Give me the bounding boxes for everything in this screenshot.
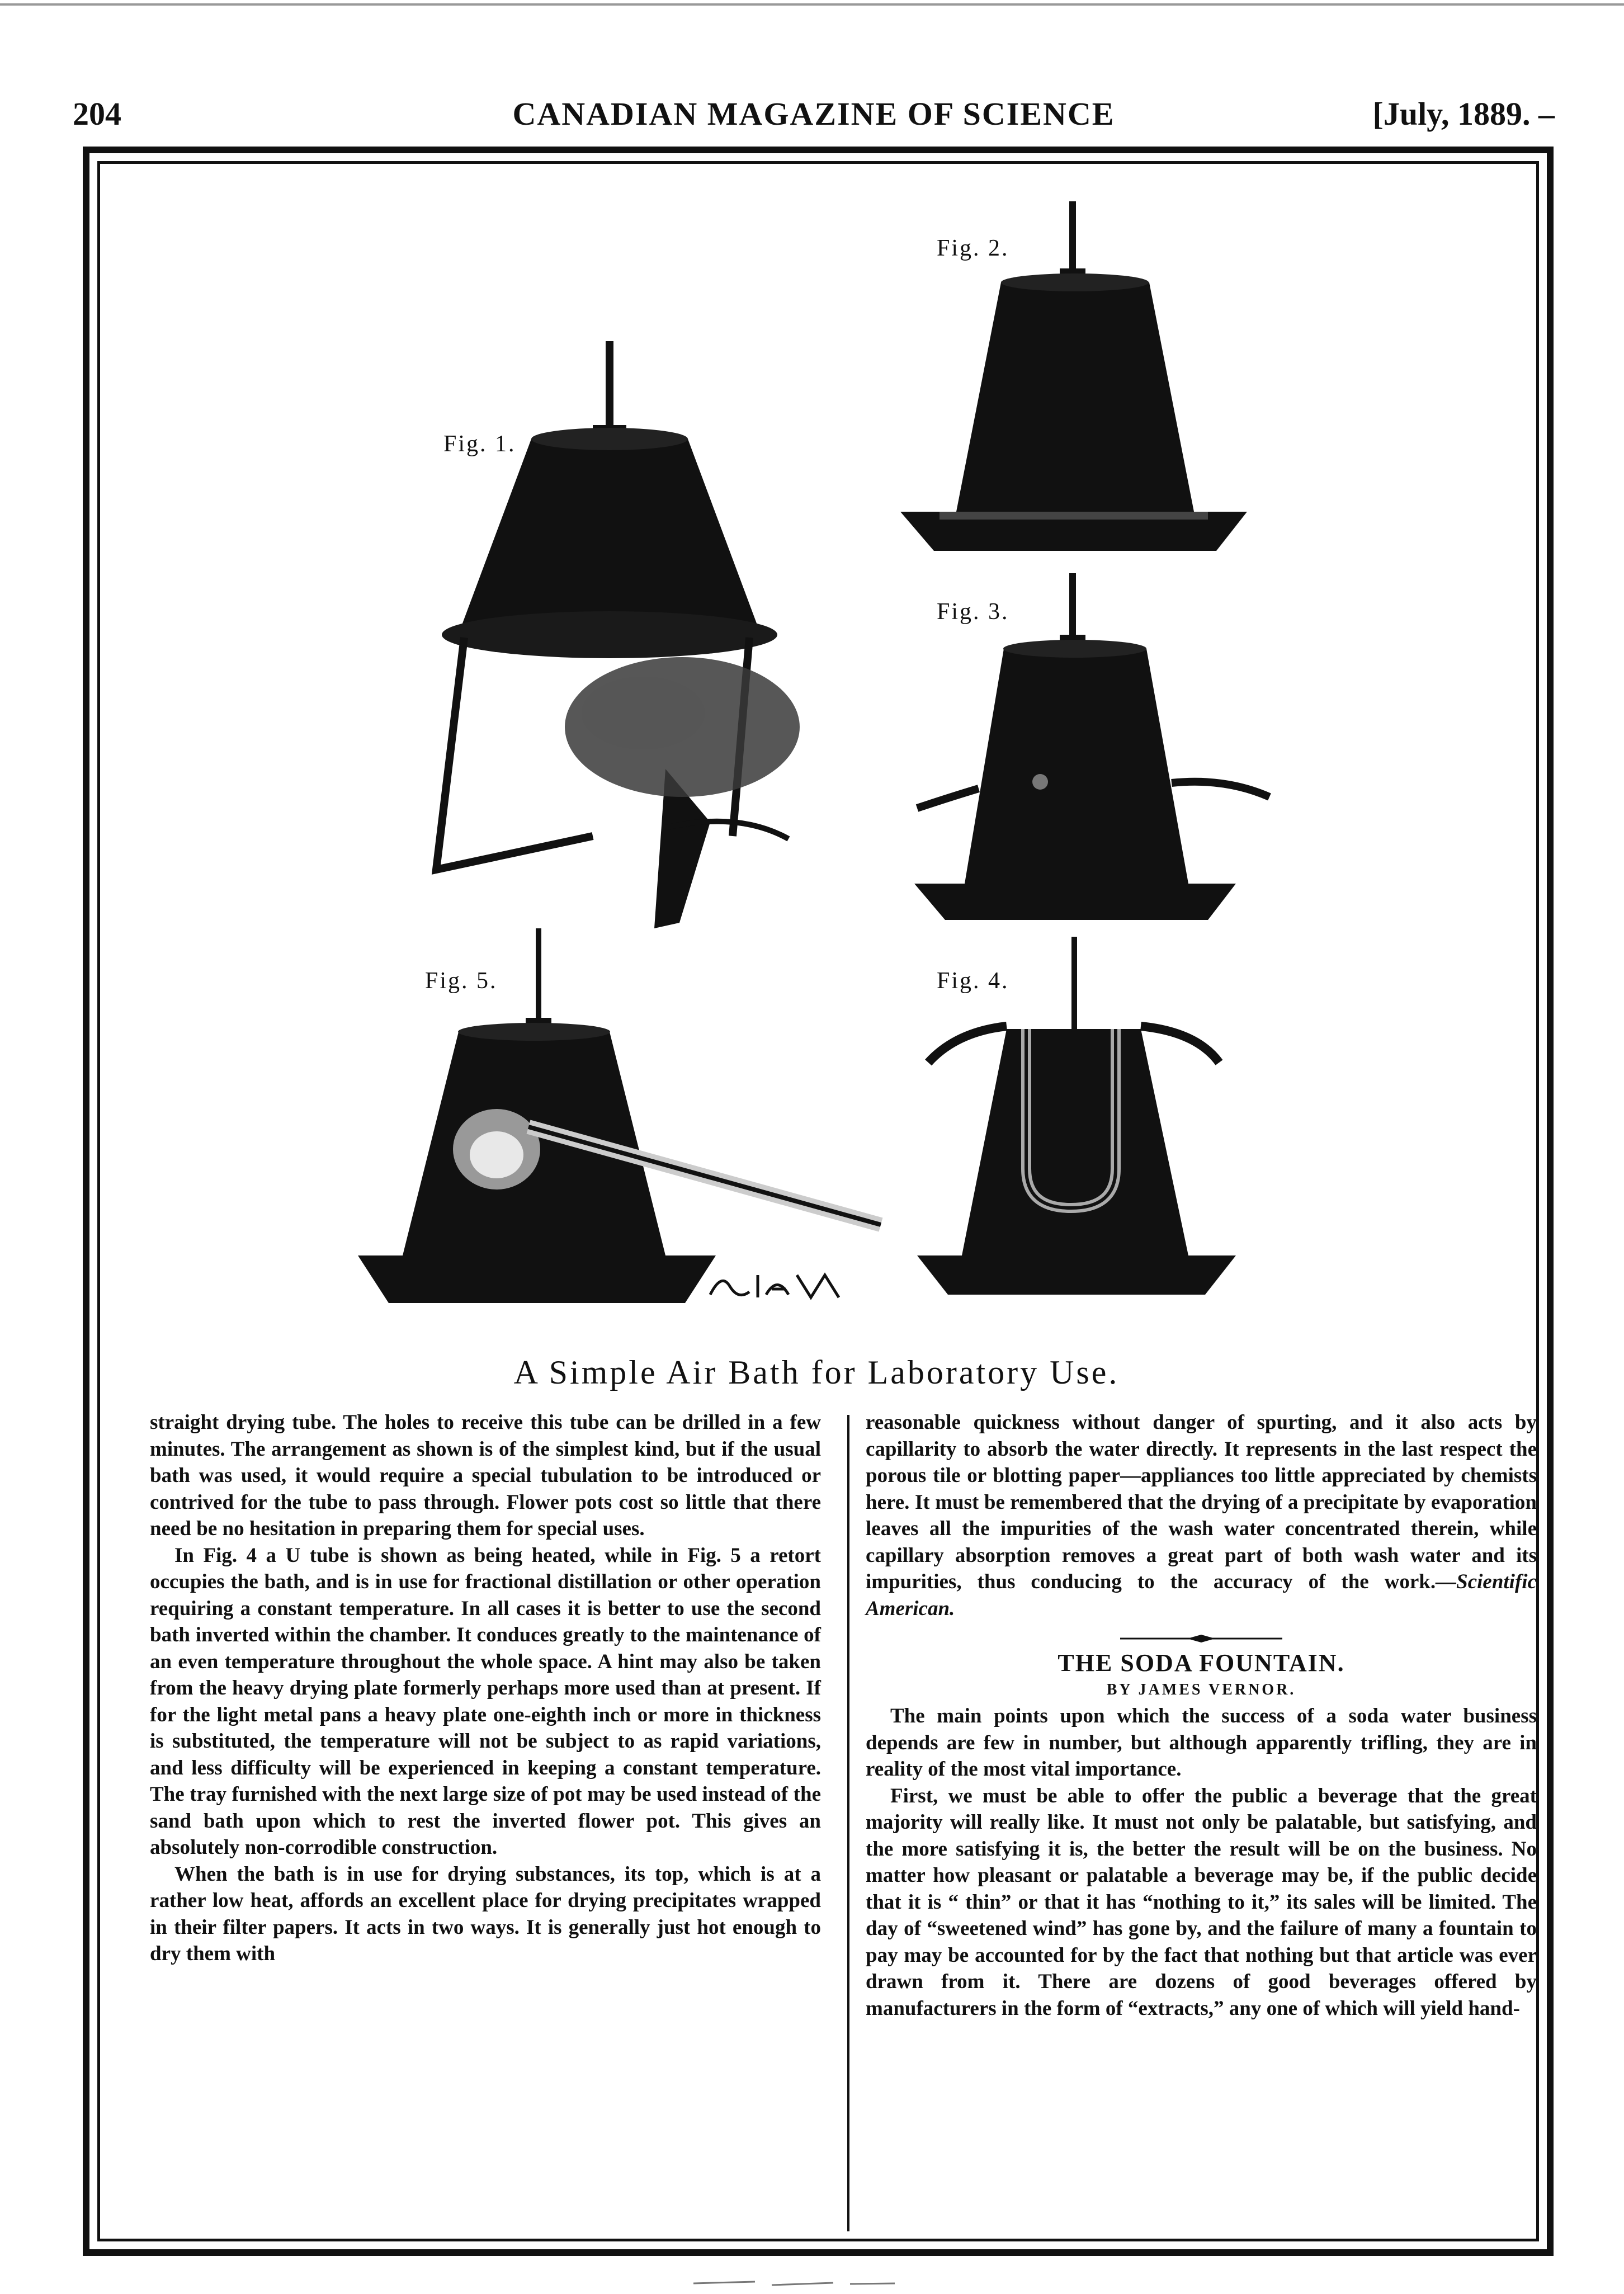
left-paragraph-2: In Fig. 4 a U tube is shown as being heated, while in Fig. 5 a retort occupies the bath, and is in use for fractional distillation or other operation requiring a constant temperature. In all cases it is better to use the second bath inverted within the chamber. It conduces greatly to the maintenance of an even temperature throughout the whole space. A hint may also be taken from the heavy drying plate formerly perhaps more used than at present. If for the light metal pans a heavy plate one-eighth inch or more in thickness is substituted, the temperature will not be subject to as rapid variations, and less difficulty will be experienced in keeping a constant temperature. The tray furnished with the next large size of pot may be used instead of the sand bath upon which to rest the inverted flower pot. This gives an absolutely non-corrodible construction. xyxy=(150,1544,821,1859)
engraver-signature xyxy=(705,1264,850,1309)
article-title: THE SODA FOUNTAIN. xyxy=(1058,1649,1345,1677)
bottom-margin-marks xyxy=(688,2275,900,2292)
right-text-column xyxy=(866,1409,1537,2022)
fig1-label: Fig. 1. xyxy=(443,431,516,457)
figure-caption: A Simple Air Bath for Laboratory Use. xyxy=(513,1354,1120,1391)
right-paragraph-1 xyxy=(866,1409,1537,1622)
right-paragraph-1-text: reasonable quickness without danger of spurting, and it also acts by capillarity to absorb the water directly. It represents in the last respect the porous tile or blotting paper—appliances too little appreciated by chemists here. It must be remembered that the drying of a precipitate by evaporation leaves all the impurities of the wash water concentrated therein, while capillary absorption removes a great part of both wash water and its impurities, thus conducing to the accuracy of the work. xyxy=(866,1411,1537,1593)
left-paragraph-3: When the bath is in use for drying substances, its top, which is at a rather low heat, affords an excellent place for drying precipitates wrapped in their filter papers. It acts in two ways. It is generally just hot enough to dry them with xyxy=(150,1862,821,1965)
fig4-label: Fig. 4. xyxy=(937,968,1009,994)
fig3-air-bath-with-side-tube xyxy=(914,573,1269,920)
issue-date: [July, 1889. – xyxy=(1372,96,1555,132)
section-ornament xyxy=(1109,1633,1293,1644)
left-paragraph-1: straight drying tube. The holes to receive this tube can be drilled in a few minutes. The arrangement as shown is of the simplest kind, but if the usual bath was used, it would require a special tubulation to be introduced or contrived for the tube to pass through. Flower pots cost so little that there need be no hesitation in preparing them for special uses. xyxy=(150,1411,821,1540)
fig1-air-bath-on-stand xyxy=(436,341,800,928)
right-paragraph-3: First, we must be able to offer the public a beverage that the great majority will really like. It must not only be palatable, but satisfying, and the more satisfying it is, the better the result will be on the business. No matter how pleasant or palatable a beverage may be, if the public decide that it is “ thin” or that it has “nothing to it,” its sales will be limited. The day of “sweetened wind” has gone by, and the failure of many a fountain to pay may be accounted for by the fact that nothing but that article was ever drawn from it. There are dozens of good beverages offered by manufacturers in the form of “extracts,” any one of which will yield hand- xyxy=(866,1784,1537,2020)
fig2-label: Fig. 2. xyxy=(937,235,1009,261)
column-divider xyxy=(847,1415,849,2231)
article-byline: BY JAMES VERNOR. xyxy=(1106,1681,1296,1698)
fig3-label: Fig. 3. xyxy=(937,599,1009,625)
air-bath-engraving xyxy=(101,168,1532,1376)
top-edge-rule xyxy=(0,3,1624,6)
right-paragraph-2: The main points upon which the success of a soda water business depends are few in number, but although apparently trifling, they are in reality of the most vital importance. xyxy=(866,1705,1537,1781)
air-bath-illustration xyxy=(101,168,1532,1376)
source-credit: —Scientific American. xyxy=(866,1570,1537,1620)
page-number: 204 xyxy=(73,96,121,132)
running-header xyxy=(73,95,1555,140)
fig5-label: Fig. 5. xyxy=(425,968,498,994)
magazine-title: CANADIAN MAGAZINE OF SCIENCE xyxy=(512,96,1115,132)
left-text-column xyxy=(150,1409,821,1967)
